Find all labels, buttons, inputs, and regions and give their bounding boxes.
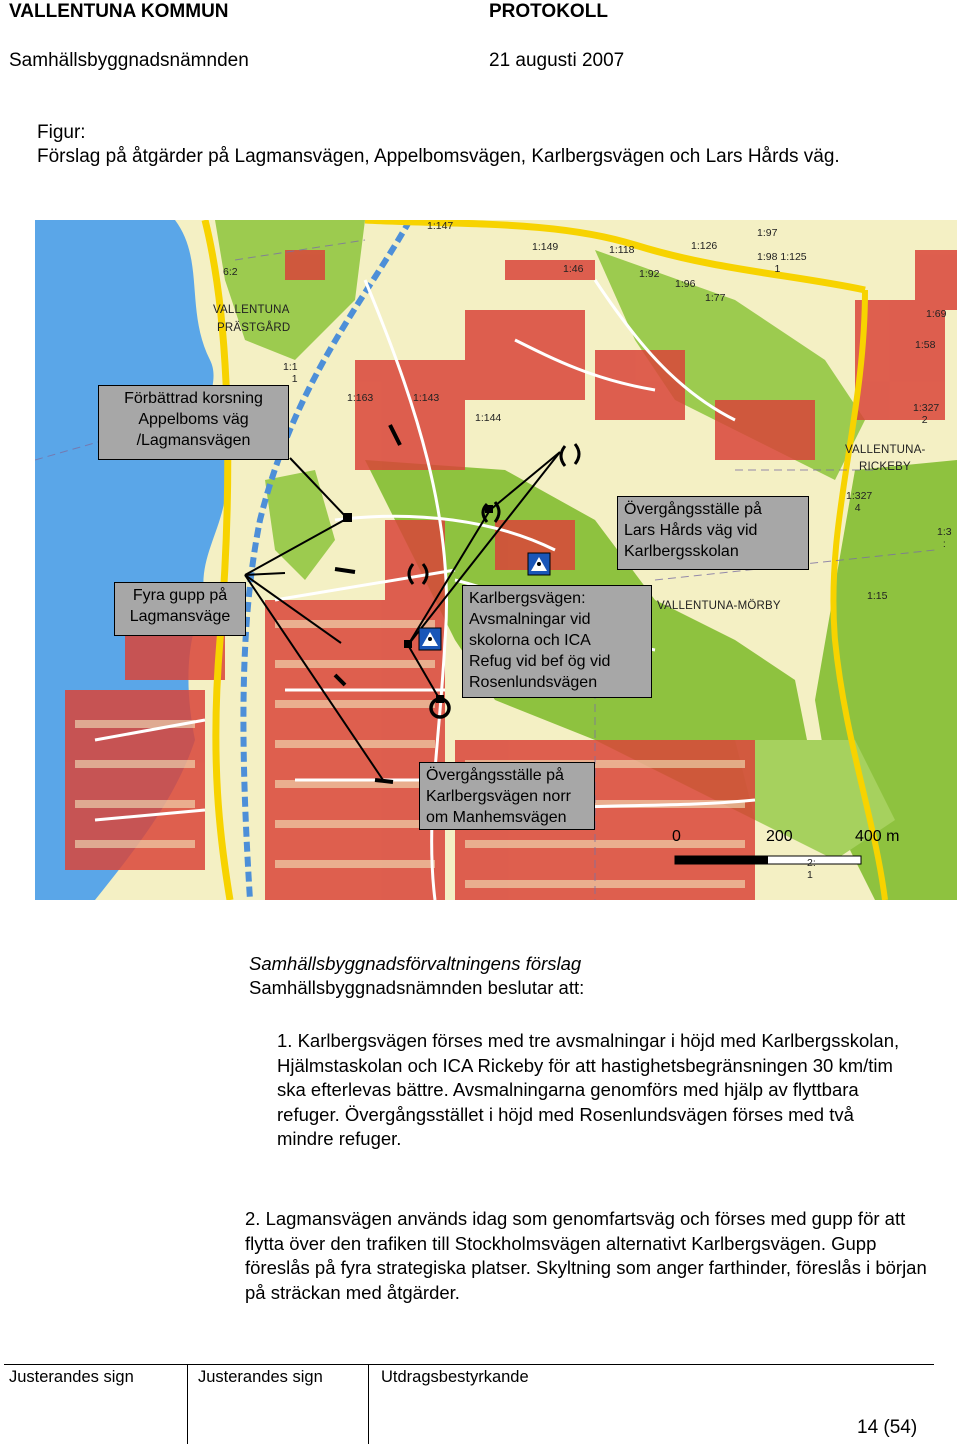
- decision-intro: Samhällsbyggnadsnämnden beslutar att:: [249, 977, 585, 998]
- parcel-label: 1:97: [757, 227, 778, 239]
- parcel-label: 1:15: [867, 590, 888, 602]
- signature-field: Justerandes sign: [198, 1368, 323, 1386]
- proposal-heading: Samhällsbyggnadsförvaltningens förslag: [249, 953, 582, 974]
- signature-field: Justerandes sign: [9, 1368, 134, 1386]
- parcel-label: 1:143: [413, 392, 440, 404]
- page-number: 14 (54): [857, 1417, 918, 1438]
- footer-divider: [187, 1364, 188, 1444]
- parcel-label: 2: 1: [807, 857, 816, 881]
- parcel-label: 1:92: [639, 268, 660, 280]
- callout-lars-hards-crossing: [617, 496, 809, 570]
- callout-line: Lars Hårds väg vid: [624, 522, 758, 539]
- callout-line: Fyra gupp på: [132, 587, 228, 604]
- parcel-label: 1:77: [705, 292, 726, 304]
- parcel-label: 1:126: [691, 240, 718, 252]
- parcel-label: 1:58: [915, 339, 936, 351]
- place-name: VALLENTUNA-MÖRBY: [657, 600, 781, 612]
- footer-divider: [368, 1364, 369, 1444]
- parcel-label: 1:327 2: [913, 402, 940, 426]
- proposal-item-2: 2. Lagmansvägen används idag som genomfartsväg och förses med gupp för att flytta över den trafiken till Stockholmsvägen alternativt Karlbergsvägen. Gupp föreslås på fyra strategiska platser. Skyltning som anger farthinder, föreslås i början på sträckan med åtgärder.: [245, 1208, 927, 1303]
- map: [35, 220, 957, 900]
- place-name: RICKEBY: [859, 461, 911, 473]
- place-name: VALLENTUNA: [213, 304, 290, 316]
- scale-label-zero: 0: [672, 828, 681, 845]
- callout-line: Appelboms väg: [138, 411, 249, 428]
- callout-speed-bumps: [114, 582, 246, 636]
- parcel-label: 1:96: [675, 278, 696, 290]
- callout-line: Karlbergsvägen:: [469, 590, 586, 607]
- parcel-label: 1:144: [475, 412, 502, 424]
- meeting-date: 21 augusti 2007: [489, 50, 625, 71]
- crossing-sign-icon: [419, 628, 441, 650]
- figure-label: Figur:: [37, 122, 86, 143]
- callout-karlbergsvagen: [462, 585, 652, 698]
- org-name: VALLENTUNA KOMMUN: [9, 1, 229, 22]
- place-name: PRÄSTGÅRD: [217, 322, 291, 334]
- callout-line: Avsmalningar vid: [469, 611, 591, 628]
- callout-line: Rosenlundsvägen: [469, 674, 598, 691]
- scale-label-mid: 200: [766, 828, 793, 845]
- callout-line: Förbättrad korsning: [124, 390, 263, 407]
- callout-manhems-crossing: [419, 762, 595, 830]
- callout-line: Refug vid bef ög vid: [469, 653, 611, 670]
- parcel-label: 1:147: [427, 220, 454, 232]
- parcel-label: 1:98 1:125 1: [757, 251, 807, 275]
- parcel-label: 1:327 4: [846, 490, 873, 514]
- callout-line: /Lagmansvägen: [136, 432, 251, 449]
- callout-line: om Manhemsvägen: [426, 809, 567, 826]
- callout-line: Lagmansväge: [129, 608, 231, 625]
- extract-certification: Utdragsbestyrkande: [381, 1368, 529, 1386]
- callout-line: Övergångsställe på: [624, 501, 762, 518]
- callout-improved-junction: [98, 385, 289, 460]
- parcel-label: 1:69: [926, 308, 947, 320]
- parcel-label: 6:2: [223, 266, 238, 278]
- parcel-label: 1:163: [347, 392, 374, 404]
- crossing-sign-icon: [528, 553, 550, 575]
- footer-divider: [4, 1364, 934, 1365]
- parcel-label: 1:3 :: [937, 526, 952, 550]
- parcel-label: 1:46: [563, 263, 584, 275]
- scale-label-end: 400 m: [855, 828, 900, 845]
- figure-title: Förslag på åtgärder på Lagmansvägen, Appelbomsvägen, Karlbergsvägen och Lars Hårds väg.: [37, 146, 840, 167]
- parcel-label: 1:1 1: [283, 361, 298, 385]
- callout-line: Karlbergsskolan: [624, 543, 739, 560]
- callout-line: Övergångsställe på: [426, 767, 564, 784]
- board-name: Samhällsbyggnadsnämnden: [9, 50, 249, 71]
- callout-line: skolorna och ICA: [469, 632, 591, 649]
- parcel-label: 1:149: [532, 241, 559, 253]
- proposal-item-1: 1. Karlbergsvägen förses med tre avsmalningar i höjd med Karlbergsskolan, Hjälmstaskolan och ICA Rickeby för att hastighetsbegränsningen 30 km/tim ska efterlevas bättre. Avsmalningarna genomförs med hjälp av flyttbara refuger. Övergångsstället i höjd med Rosenlundsvägen förses med två mindre refuger.: [277, 1030, 900, 1149]
- scale-bar: [675, 856, 861, 864]
- callout-line: Karlbergsvägen norr: [426, 788, 571, 805]
- place-name: VALLENTUNA-: [845, 444, 926, 456]
- document-type: PROTOKOLL: [489, 1, 608, 22]
- parcel-label: 1:118: [609, 244, 635, 256]
